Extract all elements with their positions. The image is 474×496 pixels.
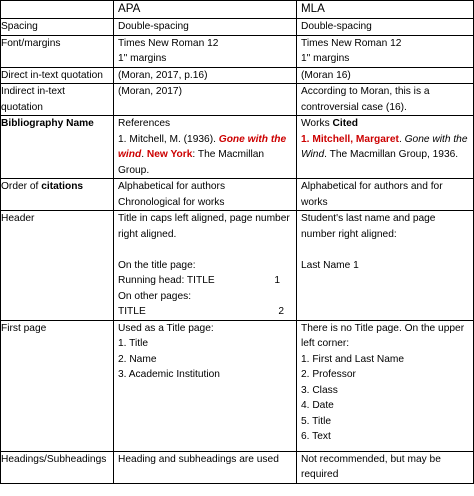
row-order [1, 179, 474, 211]
label-direct: Direct in-text quotation [1, 67, 114, 84]
list-item: 1. First and Last Name [301, 353, 405, 365]
apa-running-head-page: 1 [274, 275, 280, 286]
mla-first-intro-l1: There is no Title page. On the upper [301, 322, 465, 334]
mla-bib-publisher: . The Macmillan Group, 1936. [324, 149, 459, 160]
mla-font [297, 35, 474, 67]
row-spacing [1, 19, 474, 36]
label-headings: Headings/Subheadings [1, 451, 114, 483]
row-font [1, 35, 474, 67]
label-spacing: Spacing [1, 19, 114, 36]
label-order [1, 179, 114, 211]
mla-first-intro-l2: left corner: [301, 338, 350, 349]
apa-first-list [118, 336, 292, 383]
apa-first-intro: Used as a Title page: [118, 322, 214, 334]
apa-header-l3: On the title page: [118, 259, 196, 271]
mla-indirect [297, 84, 474, 116]
mla-header-l2: number right aligned: [301, 228, 397, 240]
list-item: 3. Class [301, 384, 338, 396]
apa-first-page [114, 320, 297, 451]
apa-bib-entry [118, 134, 286, 176]
list-item: 2. Professor [301, 369, 356, 380]
apa-header [114, 211, 297, 321]
apa-bibliography [114, 116, 297, 179]
row-bibliography [1, 116, 474, 179]
row-direct-quotation [1, 67, 474, 84]
apa-running-head-text: Running head: TITLE [118, 275, 215, 286]
apa-header-l1: Title in caps left aligned, page number [118, 213, 290, 224]
apa-order-l1: Alphabetical for authors [118, 181, 226, 192]
label-bibliography: Bibliography Name [1, 116, 114, 179]
apa-bib-publisher: : The Macmillan Group. [118, 149, 265, 176]
list-item: 6. Text [301, 431, 331, 442]
row-header [1, 211, 474, 321]
mla-indirect-l1: According to Moran, this is a [301, 86, 430, 97]
apa-other-head [118, 304, 292, 320]
list-item: 2. Name [118, 353, 157, 365]
apa-bib-sep: . [141, 149, 147, 160]
apa-indirect: (Moran, 2017) [114, 84, 297, 116]
apa-bib-title: References [118, 118, 171, 129]
apa-order [114, 179, 297, 211]
list-item: 4. Date [301, 400, 334, 411]
label-order-a: Order of [1, 181, 42, 192]
apa-bib-city: New York [146, 149, 193, 160]
label-font: Font/margins [1, 35, 114, 67]
row-headings [1, 451, 474, 483]
mla-header [297, 211, 474, 321]
label-indirect-l2: quotation [1, 101, 43, 113]
mla-first-list [301, 352, 469, 445]
apa-margin-line: 1" margins [118, 53, 167, 64]
header-blank [1, 1, 114, 19]
apa-other-head-page: 2 [278, 306, 284, 317]
header-mla: MLA [297, 1, 474, 19]
mla-header-l3: Last Name 1 [301, 259, 359, 271]
mla-indirect-l2: controversial case (16). [301, 101, 407, 113]
mla-headings [297, 451, 474, 483]
label-order-b: citations [41, 181, 84, 192]
mla-bib-title-a: Works [301, 118, 333, 129]
list-item: 5. Title [301, 415, 332, 427]
row-indirect-quotation [1, 84, 474, 116]
apa-header-l2: right aligned. [118, 228, 177, 240]
apa-header-l5: On other pages: [118, 290, 192, 302]
apa-headings: Heading and subheadings are used [114, 451, 297, 483]
mla-bib-title [301, 116, 469, 132]
mla-bib-sep: . [398, 133, 405, 145]
mla-bib-title-b: Cited [332, 118, 358, 129]
apa-direct: (Moran, 2017, p.16) [114, 67, 297, 84]
mla-bibliography [297, 116, 474, 179]
apa-font [114, 35, 297, 67]
mla-first-page [297, 320, 474, 451]
mla-font-line: Times New Roman 12 [301, 37, 402, 49]
mla-headings-l1: Not recommended, but may be [301, 453, 441, 465]
apa-font-line: Times New Roman 12 [118, 37, 219, 49]
mla-spacing: Double-spacing [297, 19, 474, 36]
mla-bib-entry [301, 134, 468, 161]
apa-bib-author: 1. Mitchell, M. (1936). [118, 133, 219, 145]
label-first-page: First page [1, 320, 114, 451]
label-indirect [1, 84, 114, 116]
row-first-page [1, 320, 474, 451]
list-item: 3. Academic Institution [118, 369, 220, 380]
apa-other-head-text: TITLE [118, 306, 146, 317]
list-item: 1. Title [118, 338, 149, 349]
mla-bib-author: 1. Mitchell, Margaret [301, 133, 399, 145]
mla-order-l1: Alphabetical for authors and for [301, 181, 443, 192]
apa-order-l2: Chronological for works [118, 196, 225, 208]
apa-bib-book-title: Gone with the wind [118, 133, 287, 160]
mla-margin-line: 1" margins [301, 53, 350, 64]
mla-headings-l2: required [301, 469, 339, 480]
header-apa: APA [114, 1, 297, 19]
mla-bib-book-title: Gone with the Wind [301, 133, 468, 160]
mla-order-l2: works [301, 196, 328, 208]
apa-spacing: Double-spacing [114, 19, 297, 36]
apa-running-head [118, 273, 292, 289]
mla-direct: (Moran 16) [297, 67, 474, 84]
label-header: Header [1, 211, 114, 321]
mla-header-l1: Student's last name and page [301, 213, 436, 224]
header-row [1, 1, 474, 19]
mla-order [297, 179, 474, 211]
label-indirect-l1: Indirect in-text [1, 86, 65, 97]
